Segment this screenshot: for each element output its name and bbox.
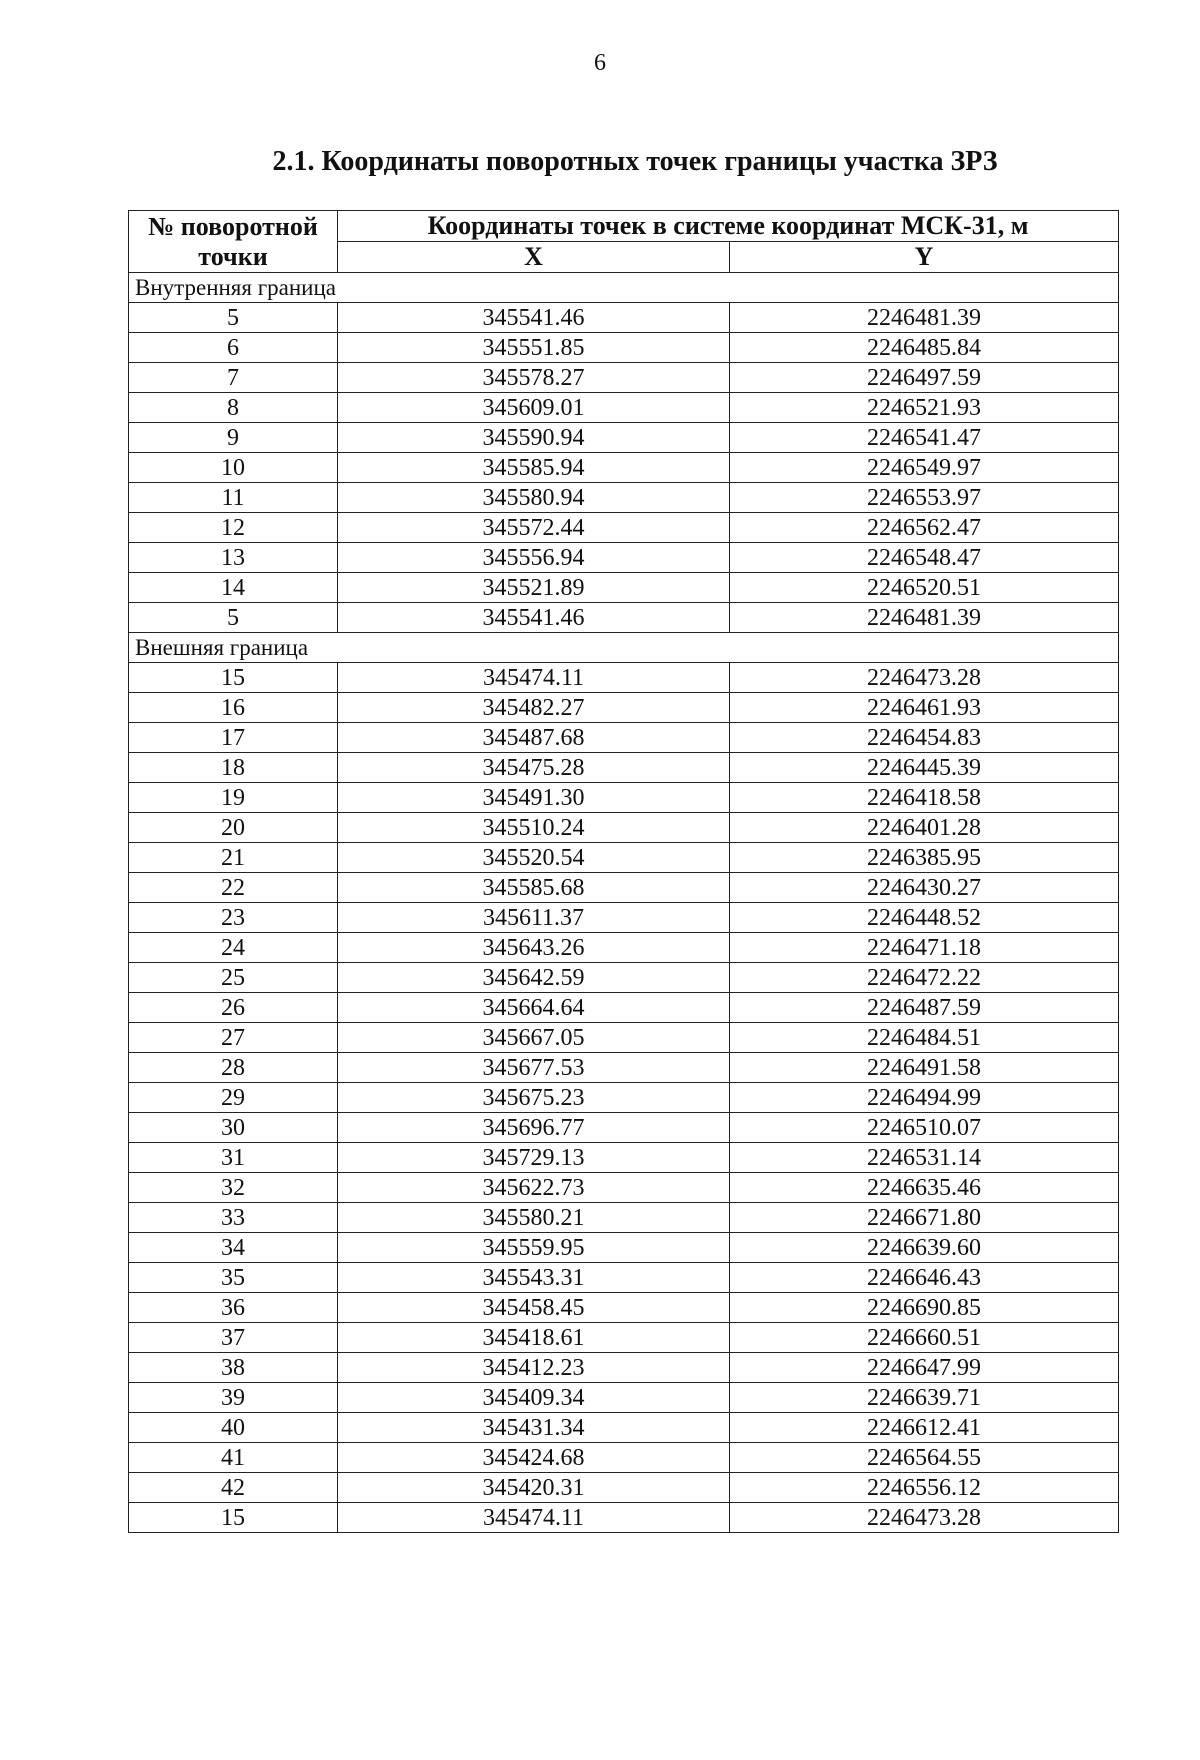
table-row xyxy=(129,453,1119,483)
table-row xyxy=(129,1293,1119,1323)
x-coordinate-cell: 345424.68 xyxy=(338,1443,730,1473)
table-row xyxy=(129,1203,1119,1233)
y-coordinate-cell: 2246485.84 xyxy=(730,333,1119,363)
point-number-cell: 26 xyxy=(129,993,338,1023)
point-number-cell: 12 xyxy=(129,513,338,543)
table-row xyxy=(129,843,1119,873)
y-coordinate-cell: 2246472.22 xyxy=(730,963,1119,993)
x-coordinate-cell: 345458.45 xyxy=(338,1293,730,1323)
y-coordinate-cell: 2246521.93 xyxy=(730,393,1119,423)
y-coordinate-cell: 2246494.99 xyxy=(730,1083,1119,1113)
y-coordinate-cell: 2246671.80 xyxy=(730,1203,1119,1233)
y-coordinate-cell: 2246548.47 xyxy=(730,543,1119,573)
point-number-cell: 28 xyxy=(129,1053,338,1083)
y-coordinate-cell: 2246454.83 xyxy=(730,723,1119,753)
table-row xyxy=(129,513,1119,543)
point-number-cell: 16 xyxy=(129,693,338,723)
table-row xyxy=(129,1053,1119,1083)
x-coordinate-cell: 345559.95 xyxy=(338,1233,730,1263)
x-coordinate-cell: 345677.53 xyxy=(338,1053,730,1083)
table-row xyxy=(129,603,1119,633)
table-row xyxy=(129,1143,1119,1173)
point-number-cell: 35 xyxy=(129,1263,338,1293)
point-number-cell: 41 xyxy=(129,1443,338,1473)
table-row xyxy=(129,963,1119,993)
point-number-cell: 38 xyxy=(129,1353,338,1383)
section-row xyxy=(129,273,1119,303)
y-coordinate-cell: 2246510.07 xyxy=(730,1113,1119,1143)
y-coordinate-cell: 2246418.58 xyxy=(730,783,1119,813)
y-coordinate-cell: 2246690.85 xyxy=(730,1293,1119,1323)
y-coordinate-cell: 2246481.39 xyxy=(730,603,1119,633)
y-coordinate-cell: 2246520.51 xyxy=(730,573,1119,603)
table-row xyxy=(129,993,1119,1023)
page-number: 6 xyxy=(594,50,606,76)
section-row xyxy=(129,633,1119,663)
x-coordinate-cell: 345521.89 xyxy=(338,573,730,603)
x-coordinate-cell: 345541.46 xyxy=(338,303,730,333)
point-number-cell: 30 xyxy=(129,1113,338,1143)
y-coordinate-cell: 2246612.41 xyxy=(730,1413,1119,1443)
y-coordinate-cell: 2246556.12 xyxy=(730,1473,1119,1503)
table-body xyxy=(129,273,1119,1533)
y-coordinate-cell: 2246639.60 xyxy=(730,1233,1119,1263)
y-coordinate-cell: 2246564.55 xyxy=(730,1443,1119,1473)
point-number-cell: 24 xyxy=(129,933,338,963)
point-number-cell: 6 xyxy=(129,333,338,363)
y-coordinate-cell: 2246562.47 xyxy=(730,513,1119,543)
x-coordinate-cell: 345482.27 xyxy=(338,693,730,723)
y-coordinate-cell: 2246646.43 xyxy=(730,1263,1119,1293)
y-coordinate-cell: 2246430.27 xyxy=(730,873,1119,903)
x-coordinate-cell: 345412.23 xyxy=(338,1353,730,1383)
y-coordinate-cell: 2246531.14 xyxy=(730,1143,1119,1173)
x-coordinate-cell: 345556.94 xyxy=(338,543,730,573)
table-row xyxy=(129,1323,1119,1353)
x-coordinate-cell: 345409.34 xyxy=(338,1383,730,1413)
x-coordinate-cell: 345729.13 xyxy=(338,1143,730,1173)
point-number-cell: 11 xyxy=(129,483,338,513)
y-coordinate-cell: 2246471.18 xyxy=(730,933,1119,963)
x-coordinate-cell: 345491.30 xyxy=(338,783,730,813)
y-coordinate-cell: 2246549.97 xyxy=(730,453,1119,483)
point-number-cell: 14 xyxy=(129,573,338,603)
x-coordinate-cell: 345510.24 xyxy=(338,813,730,843)
table-row xyxy=(129,693,1119,723)
table-row xyxy=(129,363,1119,393)
point-number-cell: 22 xyxy=(129,873,338,903)
point-number-cell: 7 xyxy=(129,363,338,393)
x-coordinate-cell: 345590.94 xyxy=(338,423,730,453)
table-row xyxy=(129,483,1119,513)
x-coordinate-cell: 345580.94 xyxy=(338,483,730,513)
point-number-cell: 21 xyxy=(129,843,338,873)
x-coordinate-cell: 345487.68 xyxy=(338,723,730,753)
x-coordinate-cell: 345420.31 xyxy=(338,1473,730,1503)
point-number-cell: 29 xyxy=(129,1083,338,1113)
y-coordinate-cell: 2246487.59 xyxy=(730,993,1119,1023)
y-coordinate-cell: 2246461.93 xyxy=(730,693,1119,723)
table-row xyxy=(129,663,1119,693)
point-number-cell: 40 xyxy=(129,1413,338,1443)
table-row xyxy=(129,1113,1119,1143)
y-coordinate-cell: 2246448.52 xyxy=(730,903,1119,933)
table-row xyxy=(129,753,1119,783)
y-coordinate-cell: 2246481.39 xyxy=(730,303,1119,333)
x-coordinate-cell: 345520.54 xyxy=(338,843,730,873)
x-coordinate-cell: 345431.34 xyxy=(338,1413,730,1443)
x-column-header: X xyxy=(338,242,730,273)
table-row xyxy=(129,873,1119,903)
table-row xyxy=(129,333,1119,363)
x-coordinate-cell: 345474.11 xyxy=(338,1503,730,1533)
x-coordinate-cell: 345642.59 xyxy=(338,963,730,993)
y-coordinate-cell: 2246635.46 xyxy=(730,1173,1119,1203)
point-number-cell: 27 xyxy=(129,1023,338,1053)
x-coordinate-cell: 345585.94 xyxy=(338,453,730,483)
x-coordinate-cell: 345585.68 xyxy=(338,873,730,903)
coordinates-table xyxy=(128,210,1119,1533)
x-coordinate-cell: 345580.21 xyxy=(338,1203,730,1233)
table-row xyxy=(129,783,1119,813)
y-coordinate-cell: 2246497.59 xyxy=(730,363,1119,393)
x-coordinate-cell: 345667.05 xyxy=(338,1023,730,1053)
table-row xyxy=(129,303,1119,333)
x-coordinate-cell: 345475.28 xyxy=(338,753,730,783)
section-label: Внутренняя граница xyxy=(129,273,1119,303)
point-number-cell: 8 xyxy=(129,393,338,423)
table-row xyxy=(129,813,1119,843)
point-number-cell: 15 xyxy=(129,663,338,693)
point-number-cell: 5 xyxy=(129,303,338,333)
x-coordinate-cell: 345551.85 xyxy=(338,333,730,363)
point-number-cell: 13 xyxy=(129,543,338,573)
x-coordinate-cell: 345664.64 xyxy=(338,993,730,1023)
y-coordinate-cell: 2246445.39 xyxy=(730,753,1119,783)
point-number-cell: 15 xyxy=(129,1503,338,1533)
y-coordinate-cell: 2246473.28 xyxy=(730,663,1119,693)
table-row xyxy=(129,933,1119,963)
table-row xyxy=(129,573,1119,603)
x-coordinate-cell: 345611.37 xyxy=(338,903,730,933)
x-coordinate-cell: 345696.77 xyxy=(338,1113,730,1143)
point-number-cell: 42 xyxy=(129,1473,338,1503)
x-coordinate-cell: 345622.73 xyxy=(338,1173,730,1203)
x-coordinate-cell: 345543.31 xyxy=(338,1263,730,1293)
table-row xyxy=(129,1173,1119,1203)
table-row xyxy=(129,1083,1119,1113)
point-number-cell: 34 xyxy=(129,1233,338,1263)
table-row xyxy=(129,393,1119,423)
y-coordinate-cell: 2246491.58 xyxy=(730,1053,1119,1083)
table-row xyxy=(129,1353,1119,1383)
point-number-cell: 19 xyxy=(129,783,338,813)
table-row xyxy=(129,903,1119,933)
y-coordinate-cell: 2246660.51 xyxy=(730,1323,1119,1353)
point-number-cell: 33 xyxy=(129,1203,338,1233)
section-label: Внешняя граница xyxy=(129,633,1119,663)
table-row xyxy=(129,1443,1119,1473)
table-row xyxy=(129,1263,1119,1293)
x-coordinate-cell: 345418.61 xyxy=(338,1323,730,1353)
table-row xyxy=(129,1383,1119,1413)
table-row xyxy=(129,423,1119,453)
point-number-cell: 17 xyxy=(129,723,338,753)
point-number-cell: 31 xyxy=(129,1143,338,1173)
point-number-cell: 36 xyxy=(129,1293,338,1323)
table-row xyxy=(129,1503,1119,1533)
point-number-header: № поворотной точки xyxy=(129,211,338,273)
y-coordinate-cell: 2246639.71 xyxy=(730,1383,1119,1413)
x-coordinate-cell: 345578.27 xyxy=(338,363,730,393)
point-number-cell: 23 xyxy=(129,903,338,933)
x-coordinate-cell: 345572.44 xyxy=(338,513,730,543)
table-row xyxy=(129,723,1119,753)
y-coordinate-cell: 2246541.47 xyxy=(730,423,1119,453)
y-column-header: Y xyxy=(730,242,1119,273)
coordinates-caption-header: Координаты точек в системе координат МСК-31, м xyxy=(338,211,1119,242)
table-row xyxy=(129,1473,1119,1503)
table-row xyxy=(129,543,1119,573)
point-number-cell: 9 xyxy=(129,423,338,453)
y-coordinate-cell: 2246484.51 xyxy=(730,1023,1119,1053)
document-title: 2.1. Координаты поворотных точек границы участка ЗРЗ xyxy=(272,146,998,177)
point-number-cell: 39 xyxy=(129,1383,338,1413)
point-number-cell: 10 xyxy=(129,453,338,483)
point-number-cell: 20 xyxy=(129,813,338,843)
point-number-cell: 5 xyxy=(129,603,338,633)
table-row xyxy=(129,1413,1119,1443)
y-coordinate-cell: 2246647.99 xyxy=(730,1353,1119,1383)
table-row xyxy=(129,1023,1119,1053)
y-coordinate-cell: 2246385.95 xyxy=(730,843,1119,873)
table-row xyxy=(129,1233,1119,1263)
x-coordinate-cell: 345474.11 xyxy=(338,663,730,693)
y-coordinate-cell: 2246401.28 xyxy=(730,813,1119,843)
point-number-cell: 37 xyxy=(129,1323,338,1353)
x-coordinate-cell: 345643.26 xyxy=(338,933,730,963)
y-coordinate-cell: 2246473.28 xyxy=(730,1503,1119,1533)
y-coordinate-cell: 2246553.97 xyxy=(730,483,1119,513)
x-coordinate-cell: 345541.46 xyxy=(338,603,730,633)
table-header xyxy=(129,211,1119,273)
point-number-cell: 18 xyxy=(129,753,338,783)
point-number-cell: 32 xyxy=(129,1173,338,1203)
x-coordinate-cell: 345675.23 xyxy=(338,1083,730,1113)
x-coordinate-cell: 345609.01 xyxy=(338,393,730,423)
point-number-cell: 25 xyxy=(129,963,338,993)
